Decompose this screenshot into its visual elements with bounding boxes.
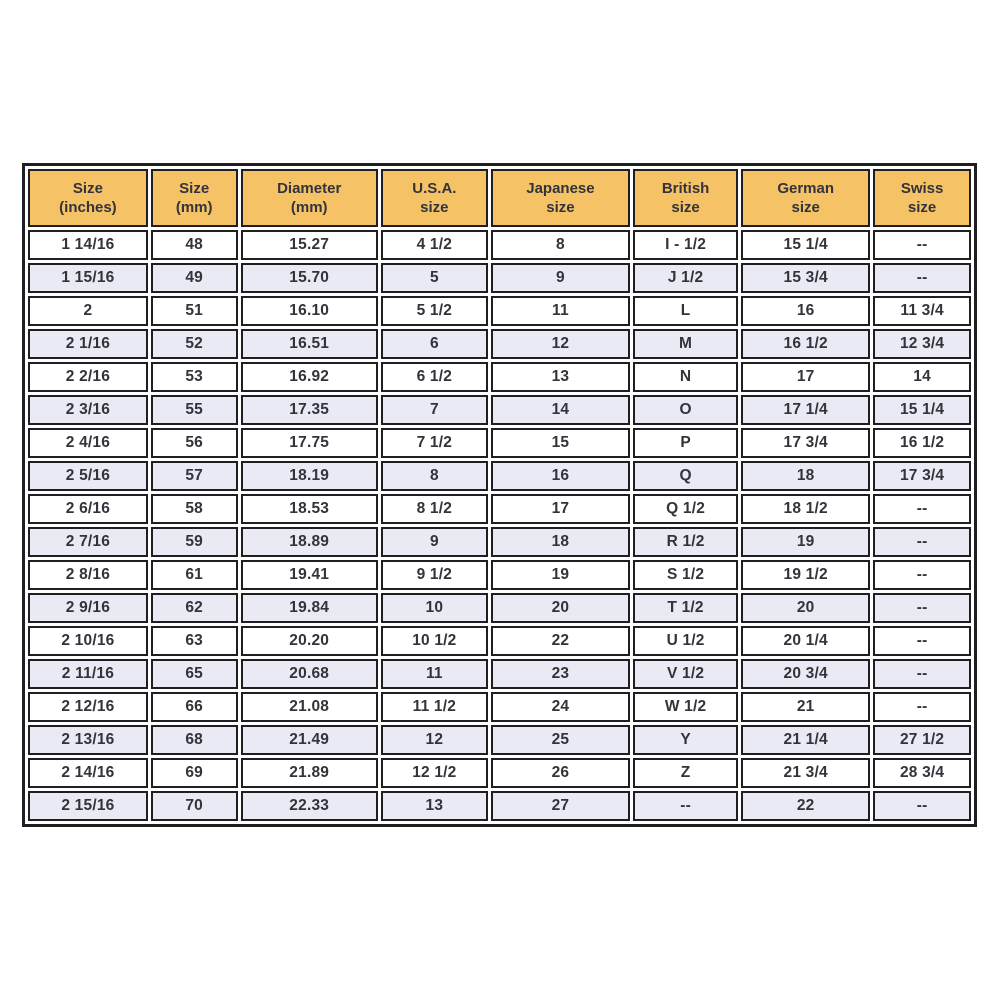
- table-cell: 2 10/16: [28, 626, 148, 656]
- table-cell: 6 1/2: [381, 362, 488, 392]
- table-cell: 53: [151, 362, 238, 392]
- table-row: [28, 395, 971, 425]
- table-cell: 1 14/16: [28, 230, 148, 260]
- table-cell: 25: [491, 725, 630, 755]
- table-cell: --: [873, 791, 971, 821]
- column-header-line: Size: [72, 180, 103, 197]
- table-cell: 2 12/16: [28, 692, 148, 722]
- table-cell: 48: [151, 230, 238, 260]
- table-cell: W 1/2: [633, 692, 738, 722]
- table-cell: 55: [151, 395, 238, 425]
- table-cell: 21.08: [241, 692, 378, 722]
- table-body: [28, 230, 971, 821]
- table-cell: 11 3/4: [873, 296, 971, 326]
- column-header: [28, 169, 148, 227]
- table-cell: 9: [381, 527, 488, 557]
- column-header: [873, 169, 971, 227]
- table-cell: 68: [151, 725, 238, 755]
- table-cell: 2 11/16: [28, 659, 148, 689]
- table-row: [28, 725, 971, 755]
- table-cell: 9 1/2: [381, 560, 488, 590]
- table-cell: 21.49: [241, 725, 378, 755]
- table-row: [28, 626, 971, 656]
- table-cell: M: [633, 329, 738, 359]
- table-cell: 11 1/2: [381, 692, 488, 722]
- table-cell: 5 1/2: [381, 296, 488, 326]
- table-cell: --: [873, 527, 971, 557]
- table-row: [28, 296, 971, 326]
- table-cell: 15 1/4: [873, 395, 971, 425]
- column-header-line: (mm): [290, 199, 328, 216]
- table-cell: 10: [381, 593, 488, 623]
- table-row: [28, 659, 971, 689]
- column-header-line: size: [420, 199, 449, 216]
- ring-size-conversion-table: [22, 163, 977, 827]
- table-row: [28, 593, 971, 623]
- table-cell: 49: [151, 263, 238, 293]
- table-cell: 23: [491, 659, 630, 689]
- column-header-line: size: [546, 199, 575, 216]
- table-cell: 2 2/16: [28, 362, 148, 392]
- table-cell: 17 3/4: [741, 428, 870, 458]
- column-header-line: (inches): [59, 199, 117, 216]
- table-cell: 2 9/16: [28, 593, 148, 623]
- column-header: [491, 169, 630, 227]
- table-cell: 22: [491, 626, 630, 656]
- table-cell: 15.70: [241, 263, 378, 293]
- table-cell: 69: [151, 758, 238, 788]
- table-row: [28, 428, 971, 458]
- table-row: [28, 329, 971, 359]
- table-cell: 15 3/4: [741, 263, 870, 293]
- table-cell: 18.19: [241, 461, 378, 491]
- table-cell: 17: [741, 362, 870, 392]
- column-header: [241, 169, 378, 227]
- table-cell: V 1/2: [633, 659, 738, 689]
- table-cell: 2 7/16: [28, 527, 148, 557]
- table-cell: 8 1/2: [381, 494, 488, 524]
- table-cell: Z: [633, 758, 738, 788]
- table-cell: P: [633, 428, 738, 458]
- table-cell: 66: [151, 692, 238, 722]
- table-cell: 2 3/16: [28, 395, 148, 425]
- table-header: [28, 169, 971, 227]
- table-cell: 52: [151, 329, 238, 359]
- table-row: [28, 560, 971, 590]
- table-cell: 57: [151, 461, 238, 491]
- table-cell: 56: [151, 428, 238, 458]
- table-cell: Q 1/2: [633, 494, 738, 524]
- table-cell: Y: [633, 725, 738, 755]
- table-cell: 16: [741, 296, 870, 326]
- table-cell: 19: [491, 560, 630, 590]
- table-cell: 4 1/2: [381, 230, 488, 260]
- table-cell: 26: [491, 758, 630, 788]
- table-cell: 20: [741, 593, 870, 623]
- table-cell: 21 3/4: [741, 758, 870, 788]
- table-cell: 63: [151, 626, 238, 656]
- table-cell: 18: [741, 461, 870, 491]
- table-cell: 2 8/16: [28, 560, 148, 590]
- table-cell: 20: [491, 593, 630, 623]
- table-cell: 11: [491, 296, 630, 326]
- table-cell: 18.53: [241, 494, 378, 524]
- table-cell: 19.41: [241, 560, 378, 590]
- table-cell: 7: [381, 395, 488, 425]
- table-cell: 27 1/2: [873, 725, 971, 755]
- table-cell: 24: [491, 692, 630, 722]
- table-cell: 27: [491, 791, 630, 821]
- table-cell: 13: [381, 791, 488, 821]
- table-cell: Q: [633, 461, 738, 491]
- table-cell: 2 1/16: [28, 329, 148, 359]
- table-cell: 12: [381, 725, 488, 755]
- table-cell: 15 1/4: [741, 230, 870, 260]
- table-cell: 58: [151, 494, 238, 524]
- table-cell: 12 3/4: [873, 329, 971, 359]
- header-row: [28, 169, 971, 227]
- table-cell: 17.75: [241, 428, 378, 458]
- table-cell: 61: [151, 560, 238, 590]
- table-cell: 14: [491, 395, 630, 425]
- table-cell: 22.33: [241, 791, 378, 821]
- column-header-line: size: [791, 199, 820, 216]
- table-cell: 6: [381, 329, 488, 359]
- column-header-line: size: [671, 199, 700, 216]
- table-cell: 2 4/16: [28, 428, 148, 458]
- table-cell: 2 5/16: [28, 461, 148, 491]
- table-cell: 5: [381, 263, 488, 293]
- table-cell: 20 3/4: [741, 659, 870, 689]
- table-cell: 21.89: [241, 758, 378, 788]
- table-cell: --: [873, 626, 971, 656]
- table-cell: 22: [741, 791, 870, 821]
- table-row: [28, 527, 971, 557]
- table-cell: 17.35: [241, 395, 378, 425]
- column-header-line: (mm): [175, 199, 213, 216]
- column-header: [151, 169, 238, 227]
- table-cell: T 1/2: [633, 593, 738, 623]
- table-cell: 9: [491, 263, 630, 293]
- table-cell: 17: [491, 494, 630, 524]
- table-cell: 19: [741, 527, 870, 557]
- column-header: [741, 169, 870, 227]
- table-cell: 21 1/4: [741, 725, 870, 755]
- table-cell: 13: [491, 362, 630, 392]
- table-cell: 14: [873, 362, 971, 392]
- table-cell: J 1/2: [633, 263, 738, 293]
- column-header-line: Swiss: [900, 180, 944, 197]
- table-row: [28, 494, 971, 524]
- table-cell: 18: [491, 527, 630, 557]
- table-cell: --: [873, 659, 971, 689]
- table-cell: 10 1/2: [381, 626, 488, 656]
- table-cell: --: [873, 692, 971, 722]
- table-cell: 59: [151, 527, 238, 557]
- table-row: [28, 263, 971, 293]
- table-cell: 8: [491, 230, 630, 260]
- column-header-line: U.S.A.: [412, 180, 457, 197]
- table-cell: --: [873, 494, 971, 524]
- table-cell: 7 1/2: [381, 428, 488, 458]
- table-cell: N: [633, 362, 738, 392]
- column-header: [633, 169, 738, 227]
- table-row: [28, 791, 971, 821]
- column-header-line: Diameter: [277, 180, 342, 197]
- table-cell: 19 1/2: [741, 560, 870, 590]
- table-cell: 2 14/16: [28, 758, 148, 788]
- table-cell: 17 1/4: [741, 395, 870, 425]
- table-cell: 12: [491, 329, 630, 359]
- table-cell: L: [633, 296, 738, 326]
- table-cell: 18 1/2: [741, 494, 870, 524]
- column-header-line: German: [777, 180, 835, 197]
- table-cell: 19.84: [241, 593, 378, 623]
- table-cell: 2: [28, 296, 148, 326]
- table-cell: 2 13/16: [28, 725, 148, 755]
- table-cell: 16.92: [241, 362, 378, 392]
- table-cell: 17 3/4: [873, 461, 971, 491]
- table-cell: 51: [151, 296, 238, 326]
- column-header-line: Japanese: [526, 180, 595, 197]
- table-cell: 2 6/16: [28, 494, 148, 524]
- table-cell: 11: [381, 659, 488, 689]
- table-cell: R 1/2: [633, 527, 738, 557]
- table-cell: 16 1/2: [741, 329, 870, 359]
- table-cell: 2 15/16: [28, 791, 148, 821]
- table-cell: U 1/2: [633, 626, 738, 656]
- table-cell: --: [633, 791, 738, 821]
- table-cell: 20 1/4: [741, 626, 870, 656]
- table-cell: 28 3/4: [873, 758, 971, 788]
- table-cell: 18.89: [241, 527, 378, 557]
- table-row: [28, 692, 971, 722]
- table-cell: 16.10: [241, 296, 378, 326]
- table-cell: 16 1/2: [873, 428, 971, 458]
- table-cell: --: [873, 263, 971, 293]
- table-cell: --: [873, 560, 971, 590]
- table-row: [28, 362, 971, 392]
- table-cell: O: [633, 395, 738, 425]
- table-cell: 21: [741, 692, 870, 722]
- table-row: [28, 230, 971, 260]
- column-header-line: size: [907, 199, 937, 216]
- table-cell: 8: [381, 461, 488, 491]
- table-cell: 20.68: [241, 659, 378, 689]
- table-cell: 70: [151, 791, 238, 821]
- table-cell: 12 1/2: [381, 758, 488, 788]
- table-row: [28, 758, 971, 788]
- table-cell: 65: [151, 659, 238, 689]
- table-cell: 15: [491, 428, 630, 458]
- table-row: [28, 461, 971, 491]
- column-header-line: British: [661, 180, 710, 197]
- table-cell: I - 1/2: [633, 230, 738, 260]
- table-cell: 16: [491, 461, 630, 491]
- column-header: [381, 169, 488, 227]
- table-cell: 15.27: [241, 230, 378, 260]
- table-cell: --: [873, 593, 971, 623]
- table-cell: 1 15/16: [28, 263, 148, 293]
- table-cell: S 1/2: [633, 560, 738, 590]
- table-cell: 62: [151, 593, 238, 623]
- table-cell: --: [873, 230, 971, 260]
- table-cell: 16.51: [241, 329, 378, 359]
- column-header-line: Size: [179, 180, 210, 197]
- table-cell: 20.20: [241, 626, 378, 656]
